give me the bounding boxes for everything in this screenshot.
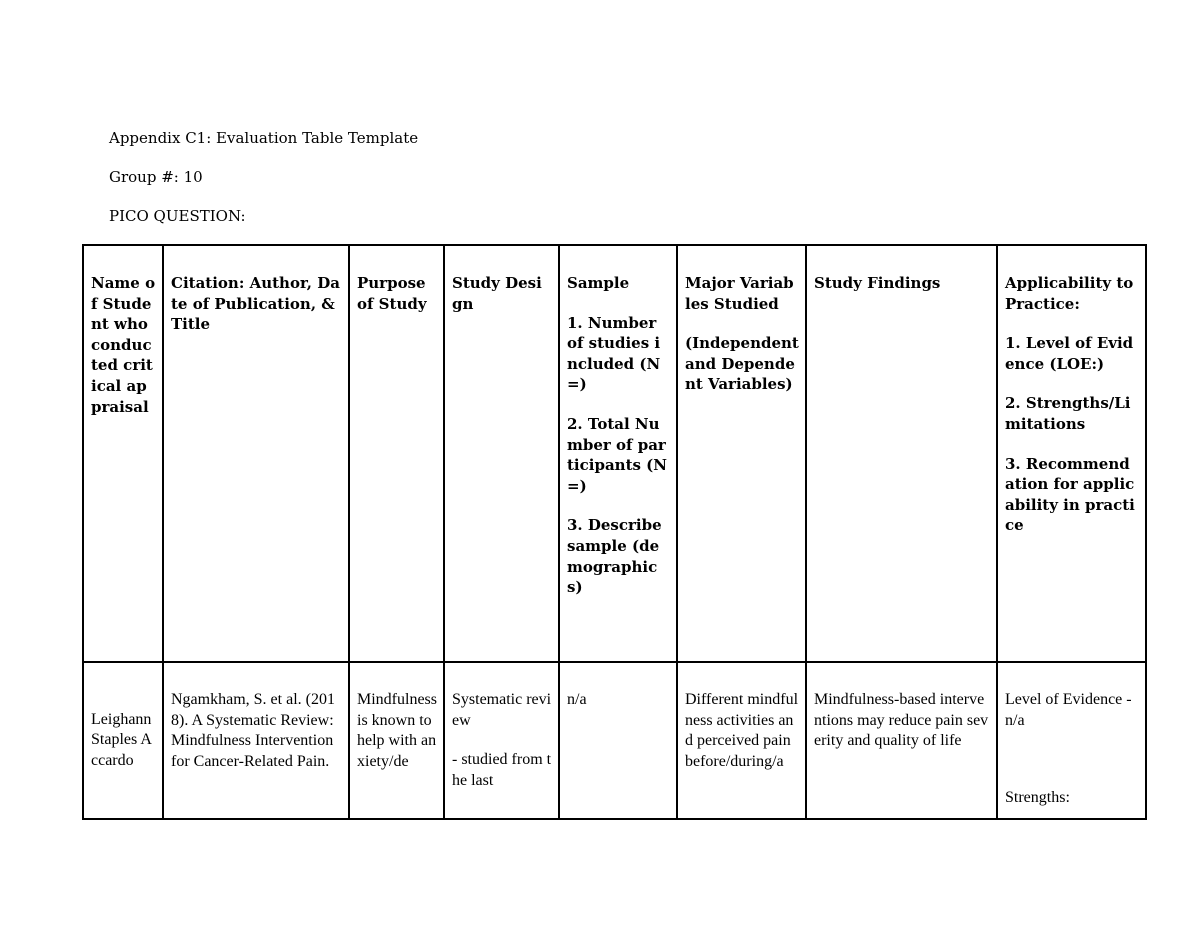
cell-purpose: Mindfulness is known to help with anxiety/de [349, 662, 444, 819]
cell-design [444, 662, 559, 819]
cell-design-line-2: - studied from the last [452, 751, 552, 789]
header-variables-sub: (Independent and Dependent Variables) [685, 334, 799, 394]
header-applicability [997, 245, 1146, 662]
header-sample-item-2: 2. Total Number of participants (N=) [567, 414, 667, 495]
header-findings: Study Findings [806, 245, 997, 662]
header-student: Name of Student who conducted critical appraisal [83, 245, 163, 662]
header-applicability-item-1: 1. Level of Evidence (LOE:) [1005, 334, 1134, 373]
cell-applicability-line-2: Strengths: [1005, 789, 1070, 807]
header-citation: Citation: Author, Date of Publication, & Title [163, 245, 349, 662]
header-sample-title: Sample [567, 274, 630, 292]
header-purpose: Purpose of Study [349, 245, 444, 662]
group-number: Group #: 10 [109, 168, 203, 186]
header-variables [677, 245, 806, 662]
cell-applicability [997, 662, 1146, 819]
cell-student: Leighann Staples Accardo [83, 662, 163, 819]
cell-sample: n/a [559, 662, 677, 819]
header-variables-title: Major Variables Studied [685, 274, 794, 313]
header-applicability-item-2: 2. Strengths/Limitations [1005, 394, 1131, 433]
header-applicability-title: Applicability to Practice: [1005, 274, 1134, 313]
header-applicability-item-3: 3. Recommendation for applicability in practice [1005, 454, 1135, 535]
cell-applicability-line-1: Level of Evidence - n/a [1005, 691, 1132, 729]
cell-citation: Ngamkham, S. et al. (2018). A Systematic Review: Mindfulness Intervention for Cancer-Related Pain. [163, 662, 349, 819]
cell-design-line-1: Systematic review [452, 691, 552, 729]
table-row [83, 662, 1146, 819]
document-title: Appendix C1: Evaluation Table Template [109, 129, 419, 147]
evaluation-table [82, 244, 1147, 820]
header-sample-item-1: 1. Number of studies included (N=) [567, 313, 661, 394]
pico-question-label: PICO QUESTION: [109, 207, 246, 225]
table-header-row [83, 245, 1146, 662]
cell-variables: Different mindfulness activities and perceived pain before/during/a [677, 662, 806, 819]
header-design: Study Design [444, 245, 559, 662]
header-sample [559, 245, 677, 662]
cell-findings: Mindfulness-based interventions may reduce pain severity and quality of life [806, 662, 997, 819]
header-sample-item-3: 3. Describe sample (demographics) [567, 516, 662, 597]
